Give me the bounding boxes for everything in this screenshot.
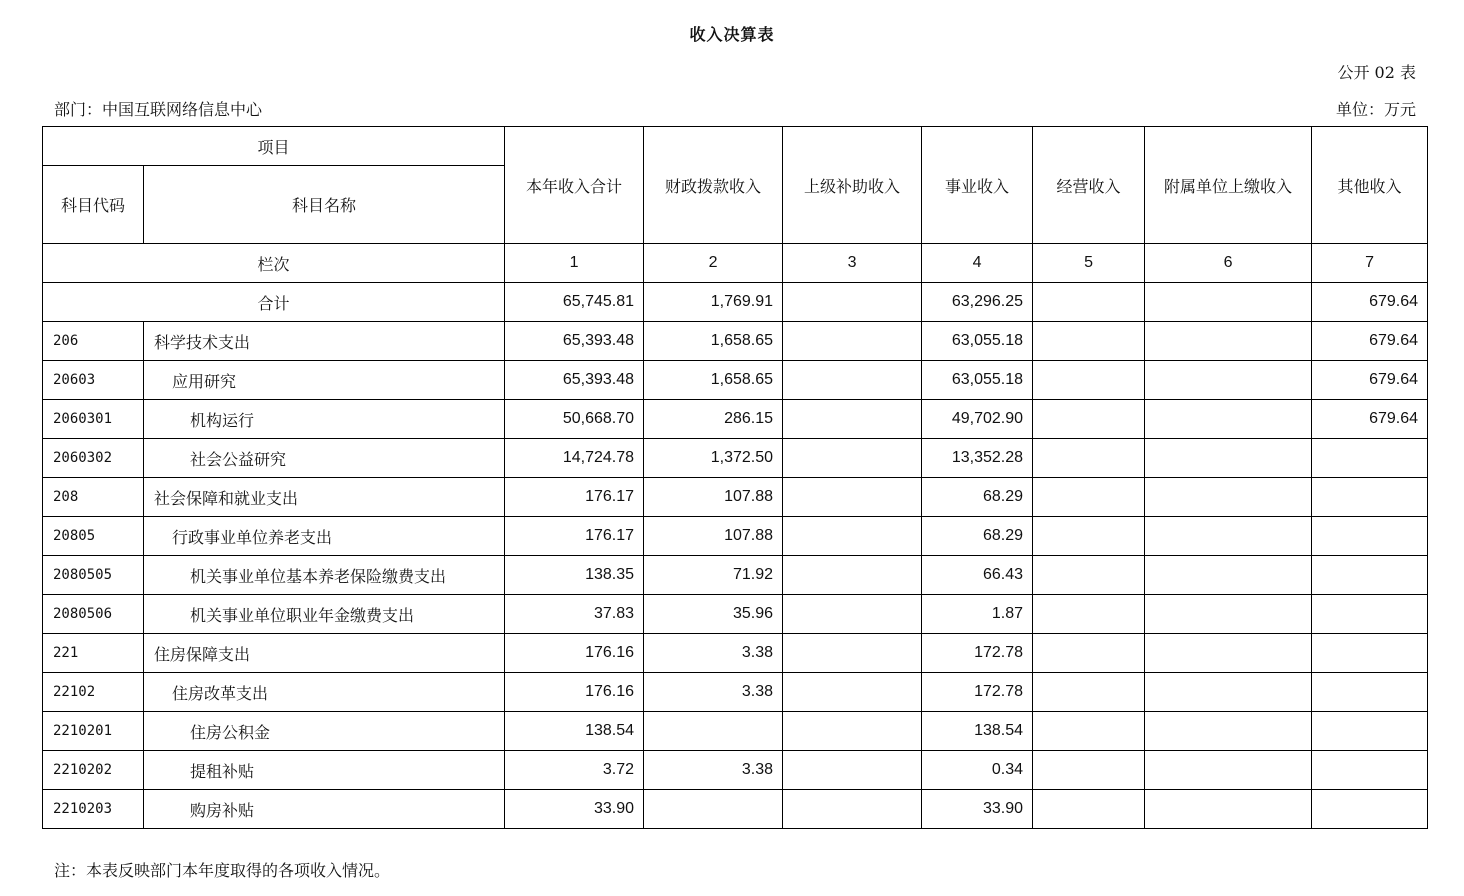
account-name: 机构运行 [144, 400, 505, 439]
value-cell [1312, 712, 1428, 751]
value-cell [783, 790, 922, 829]
value-cell: 176.16 [505, 634, 644, 673]
value-cell: 33.90 [922, 790, 1033, 829]
account-code: 2080505 [43, 556, 144, 595]
value-cell: 33.90 [505, 790, 644, 829]
total-cell [1145, 283, 1312, 322]
form-number: 公开 02 表 [1337, 63, 1416, 82]
column-header: 其他收入 [1312, 127, 1428, 244]
value-cell: 176.17 [505, 478, 644, 517]
value-cell: 49,702.90 [922, 400, 1033, 439]
account-code: 20805 [43, 517, 144, 556]
account-name: 住房改革支出 [144, 673, 505, 712]
value-cell: 0.34 [922, 751, 1033, 790]
table-row [43, 439, 1428, 478]
account-code: 221 [43, 634, 144, 673]
value-cell [1145, 595, 1312, 634]
column-number: 5 [1033, 244, 1145, 283]
value-cell: 107.88 [644, 478, 783, 517]
column-index-row [43, 244, 1428, 283]
table-row [43, 361, 1428, 400]
value-cell [783, 556, 922, 595]
value-cell [1312, 790, 1428, 829]
value-cell [1033, 595, 1145, 634]
total-cell: 679.64 [1312, 283, 1428, 322]
table-row [43, 673, 1428, 712]
value-cell: 63,055.18 [922, 361, 1033, 400]
value-cell [1145, 439, 1312, 478]
value-cell: 65,393.48 [505, 322, 644, 361]
column-number: 2 [644, 244, 783, 283]
value-cell [1312, 439, 1428, 478]
total-cell: 63,296.25 [922, 283, 1033, 322]
value-cell: 71.92 [644, 556, 783, 595]
account-code: 208 [43, 478, 144, 517]
table-row [43, 517, 1428, 556]
value-cell: 3.38 [644, 634, 783, 673]
column-index-label: 栏次 [43, 244, 505, 283]
value-cell [783, 361, 922, 400]
total-cell: 65,745.81 [505, 283, 644, 322]
value-cell: 1.87 [922, 595, 1033, 634]
value-cell [1033, 634, 1145, 673]
value-cell [1145, 673, 1312, 712]
value-cell [1312, 517, 1428, 556]
value-cell [783, 673, 922, 712]
group-header: 项目 [43, 127, 505, 166]
value-cell [1145, 361, 1312, 400]
value-cell: 68.29 [922, 517, 1033, 556]
value-cell [1145, 634, 1312, 673]
value-cell [783, 400, 922, 439]
value-cell: 679.64 [1312, 400, 1428, 439]
value-cell [1033, 712, 1145, 751]
value-cell [1033, 322, 1145, 361]
value-cell: 679.64 [1312, 322, 1428, 361]
value-cell: 66.43 [922, 556, 1033, 595]
value-cell [1145, 478, 1312, 517]
value-cell [1312, 556, 1428, 595]
value-cell: 37.83 [505, 595, 644, 634]
value-cell [1033, 439, 1145, 478]
value-cell [1145, 322, 1312, 361]
value-cell: 172.78 [922, 634, 1033, 673]
footnote: 注：本表反映部门本年度取得的各项收入情况。 [54, 861, 391, 880]
column-header: 附属单位上缴收入 [1145, 127, 1312, 244]
account-code: 2080506 [43, 595, 144, 634]
column-header: 经营收入 [1033, 127, 1145, 244]
table-row [43, 790, 1428, 829]
column-header: 本年收入合计 [505, 127, 644, 244]
value-cell [1033, 361, 1145, 400]
value-cell [1033, 517, 1145, 556]
value-cell [783, 439, 922, 478]
value-cell: 138.35 [505, 556, 644, 595]
value-cell [1312, 478, 1428, 517]
value-cell: 63,055.18 [922, 322, 1033, 361]
value-cell [1145, 517, 1312, 556]
value-cell [783, 322, 922, 361]
value-cell: 286.15 [644, 400, 783, 439]
account-name: 机关事业单位职业年金缴费支出 [144, 595, 505, 634]
account-name: 住房公积金 [144, 712, 505, 751]
total-label: 合计 [43, 283, 505, 322]
table-row [43, 322, 1428, 361]
value-cell: 172.78 [922, 673, 1033, 712]
table-row [43, 751, 1428, 790]
account-code: 20603 [43, 361, 144, 400]
value-cell [1312, 673, 1428, 712]
account-code: 2060302 [43, 439, 144, 478]
value-cell: 679.64 [1312, 361, 1428, 400]
table-row [43, 712, 1428, 751]
column-number: 6 [1145, 244, 1312, 283]
column-header: 事业收入 [922, 127, 1033, 244]
table-row [43, 400, 1428, 439]
page-title: 收入决算表 [689, 25, 775, 44]
account-code: 206 [43, 322, 144, 361]
value-cell [1033, 556, 1145, 595]
column-number: 7 [1312, 244, 1428, 283]
value-cell [1145, 556, 1312, 595]
table-row [43, 595, 1428, 634]
code-header: 科目代码 [43, 166, 144, 244]
table-row [43, 556, 1428, 595]
value-cell [644, 790, 783, 829]
value-cell [1145, 712, 1312, 751]
value-cell [1145, 790, 1312, 829]
account-code: 2210201 [43, 712, 144, 751]
column-header: 上级补助收入 [783, 127, 922, 244]
value-cell [783, 478, 922, 517]
unit-label: 单位：万元 [1335, 100, 1416, 119]
value-cell [1033, 751, 1145, 790]
column-number: 3 [783, 244, 922, 283]
total-cell [783, 283, 922, 322]
account-code: 2060301 [43, 400, 144, 439]
value-cell: 1,658.65 [644, 361, 783, 400]
account-code: 2210203 [43, 790, 144, 829]
total-cell [1033, 283, 1145, 322]
value-cell [1312, 595, 1428, 634]
income-table [42, 126, 1428, 829]
value-cell [783, 517, 922, 556]
column-number: 1 [505, 244, 644, 283]
value-cell [644, 712, 783, 751]
value-cell: 68.29 [922, 478, 1033, 517]
value-cell: 176.17 [505, 517, 644, 556]
value-cell: 13,352.28 [922, 439, 1033, 478]
account-name: 机关事业单位基本养老保险缴费支出 [144, 556, 505, 595]
value-cell [1033, 790, 1145, 829]
value-cell [1033, 673, 1145, 712]
value-cell: 14,724.78 [505, 439, 644, 478]
value-cell [783, 595, 922, 634]
value-cell: 107.88 [644, 517, 783, 556]
account-name: 购房补贴 [144, 790, 505, 829]
value-cell [1312, 751, 1428, 790]
value-cell: 1,658.65 [644, 322, 783, 361]
value-cell [1312, 634, 1428, 673]
table-row [43, 634, 1428, 673]
column-header: 财政拨款收入 [644, 127, 783, 244]
value-cell: 3.38 [644, 751, 783, 790]
account-name: 应用研究 [144, 361, 505, 400]
value-cell: 138.54 [505, 712, 644, 751]
account-name: 科学技术支出 [144, 322, 505, 361]
value-cell: 3.72 [505, 751, 644, 790]
value-cell [783, 751, 922, 790]
total-cell: 1,769.91 [644, 283, 783, 322]
department-label: 部门：中国互联网络信息中心 [54, 100, 263, 119]
value-cell: 1,372.50 [644, 439, 783, 478]
account-code: 22102 [43, 673, 144, 712]
value-cell: 3.38 [644, 673, 783, 712]
value-cell: 176.16 [505, 673, 644, 712]
value-cell [783, 712, 922, 751]
table-row [43, 478, 1428, 517]
account-name: 社会保障和就业支出 [144, 478, 505, 517]
account-name: 社会公益研究 [144, 439, 505, 478]
account-name: 提租补贴 [144, 751, 505, 790]
value-cell [1033, 400, 1145, 439]
value-cell [783, 634, 922, 673]
column-number: 4 [922, 244, 1033, 283]
name-header: 科目名称 [144, 166, 505, 244]
value-cell: 50,668.70 [505, 400, 644, 439]
value-cell [1145, 400, 1312, 439]
value-cell [1033, 478, 1145, 517]
value-cell: 35.96 [644, 595, 783, 634]
value-cell: 138.54 [922, 712, 1033, 751]
account-name: 住房保障支出 [144, 634, 505, 673]
value-cell [1145, 751, 1312, 790]
account-code: 2210202 [43, 751, 144, 790]
value-cell: 65,393.48 [505, 361, 644, 400]
total-row [43, 283, 1428, 322]
account-name: 行政事业单位养老支出 [144, 517, 505, 556]
